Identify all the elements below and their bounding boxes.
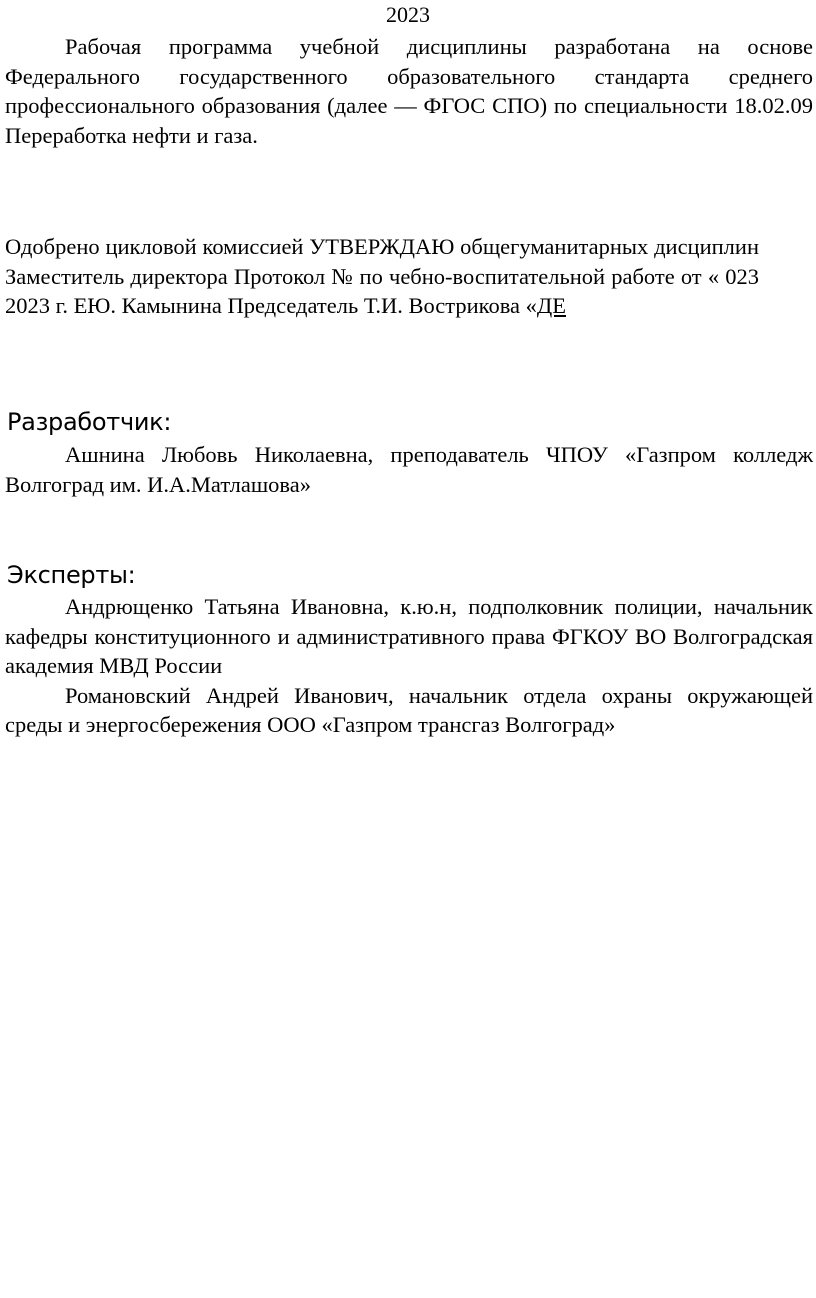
document-year: 2023: [386, 2, 430, 27]
approval-section: [5, 232, 759, 321]
developer-heading: Разработчик:: [7, 408, 172, 436]
experts-section: [5, 592, 813, 740]
expert-paragraph: Романовский Андрей Иванович, начальник отдела охраны окружающей среды и энергосбережения ООО «Газпром трансгаз Волгоград»: [5, 682, 813, 737]
approval-text: Одобрено цикловой комиссией УТВЕРЖДАЮ общегуманитарных дисциплин Заместитель директора Протокол № по чебно-воспитательной работе от « 023 2023 г. ЕЮ. Камынина Председатель Т.И. Вострикова «: [5, 234, 759, 318]
developer-section: [5, 440, 813, 499]
intro-section: [5, 32, 813, 150]
intro-paragraph: Рабочая программа учебной дисциплины разработана на основе Федерального государственного образовательного стандарта среднего профессионального образования (далее — ФГОС СПО) по специальности 18.02.09 Переработка нефти и газа.: [5, 34, 813, 148]
developer-paragraph: Ашнина Любовь Николаевна, преподаватель ЧПОУ «Газпром колледж Волгоград им. И.А.Матлашова»: [5, 442, 813, 497]
experts-heading: Эксперты:: [7, 561, 136, 589]
expert-paragraph: Андрющенко Татьяна Ивановна, к.ю.н, подполковник полиции, начальник кафедры конституционного и административного права ФГКОУ ВО Волгоградская академия МВД России: [5, 594, 813, 678]
approval-underlined-text: ДЕ: [536, 293, 566, 318]
approval-paragraph: [5, 232, 759, 321]
